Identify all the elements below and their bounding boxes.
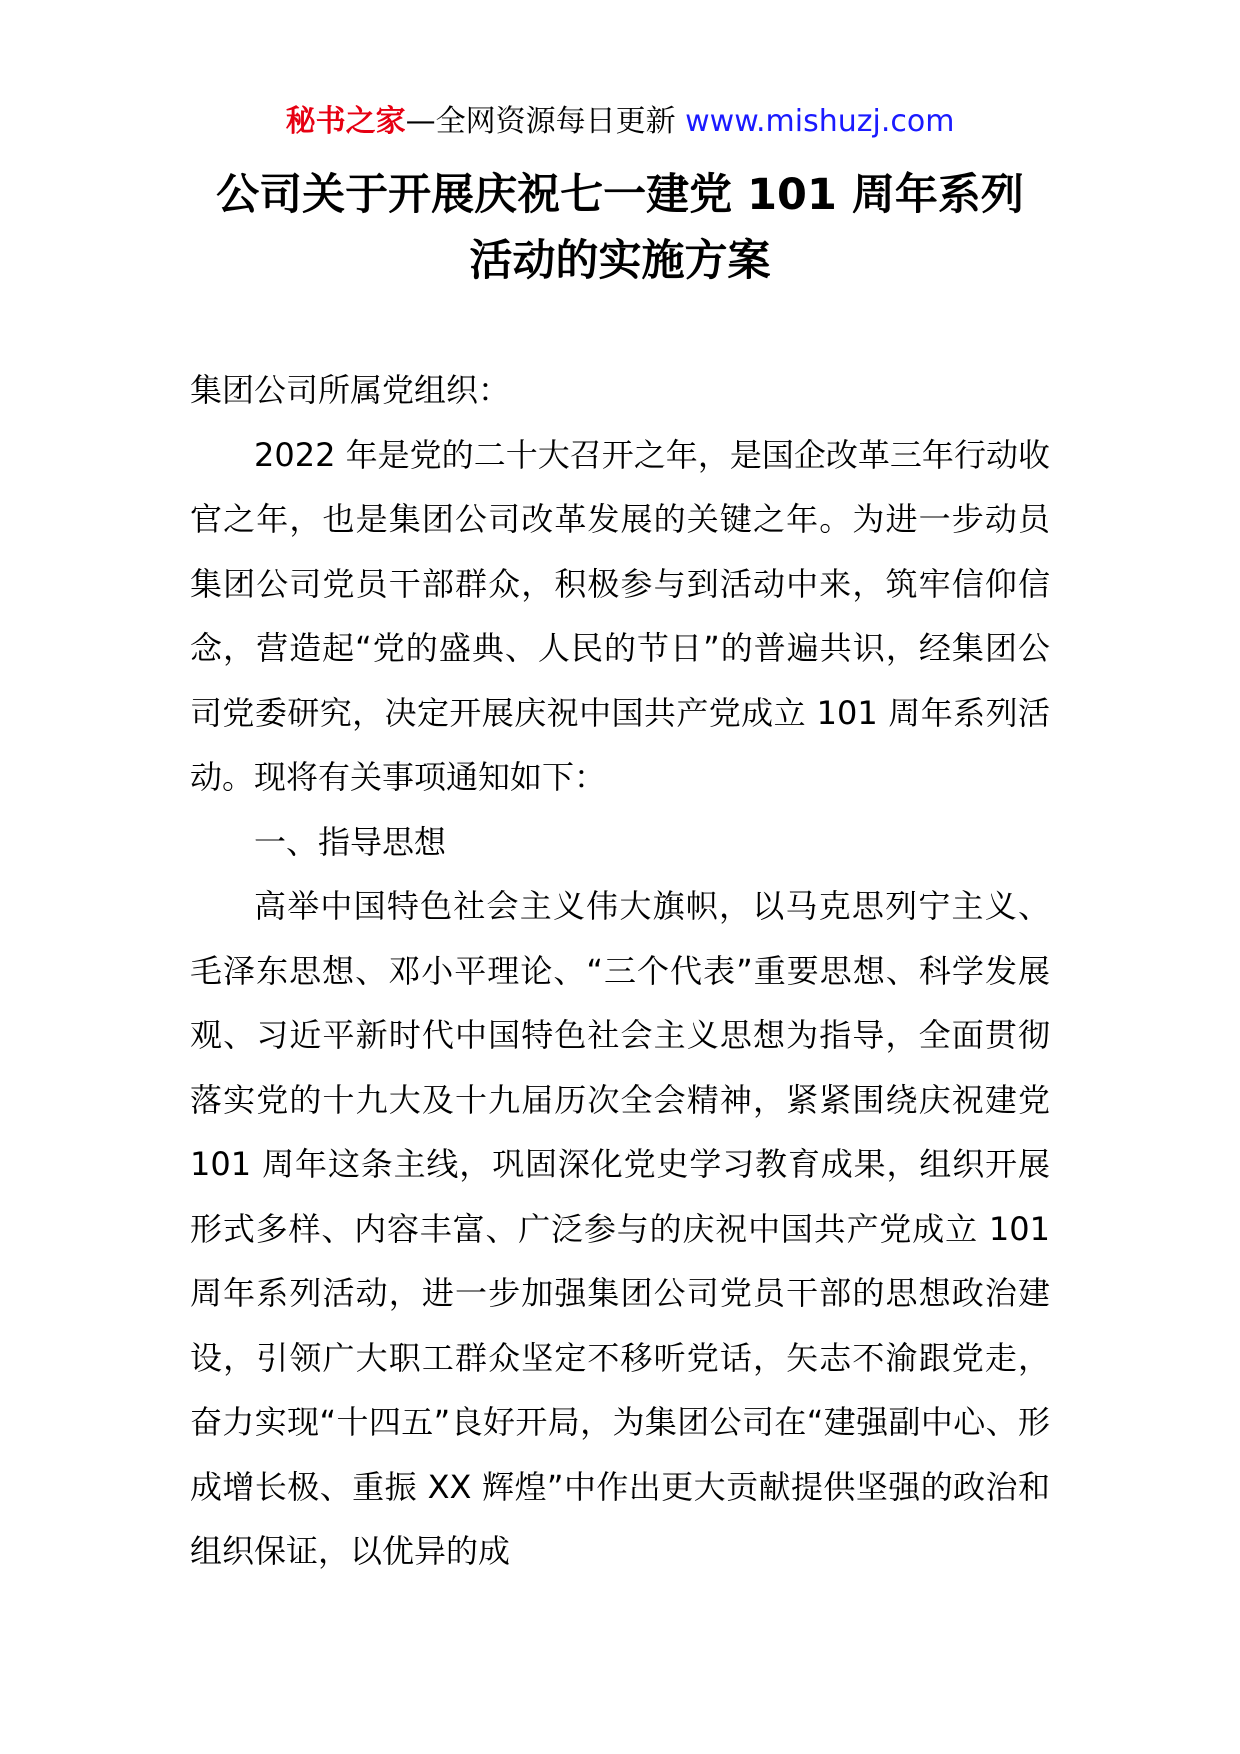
guiding-ideology-paragraph: 高举中国特色社会主义伟大旗帜，以马克思列宁主义、毛泽东思想、邓小平理论、“三个代表”重要思想、科学发展观、习近平新时代中国特色社会主义思想为指导，全面贯彻落实党的十九大及十九届历次全会精神，紧紧围绕庆祝建党 101 周年这条主线，巩固深化党史学习教育成果，组织开展形式多样、内容丰富、广泛参与的庆祝中国共产党成立 101 周年系列活动，进一步加强集团公司党员干部的思想政治建设，引领广大职工群众坚定不移听党话，矢志不渝跟党走，奋力实现“十四五”良好开局，为集团公司在“建强副中心、形成增长极、重振 XX 辉煌”中作出更大贡献提供坚强的政治和组织保证，以优异的成: [190, 887, 1050, 1570]
section-heading-guiding-ideology: 一、指导思想: [254, 822, 447, 861]
title-line-2: 活动的实施方案: [469, 236, 771, 286]
intro-paragraph: 2022 年是党的二十大召开之年，是国企改革三年行动收官之年，也是集团公司改革发展的关键之年。为进一步动员集团公司党员干部群众，积极参与到活动中来，筑牢信仰信念，营造起“党的盛典、人民的节日”的普遍共识，经集团公司党委研究，决定开展庆祝中国共产党成立 101 周年系列活动。现将有关事项通知如下：: [190, 435, 1050, 796]
title-line-1: 公司关于开展庆祝七一建党 101 周年系列: [216, 170, 1024, 220]
document-title: [0, 162, 1240, 294]
banner-slogan: —全网资源每日更新: [405, 104, 686, 139]
brand-name: 秘书之家: [285, 104, 406, 139]
site-banner: [0, 102, 1240, 142]
document-body: [190, 358, 1050, 1584]
site-url-link[interactable]: www.mishuzj.com: [685, 104, 955, 139]
salutation: 集团公司所属党组织：: [190, 371, 511, 409]
